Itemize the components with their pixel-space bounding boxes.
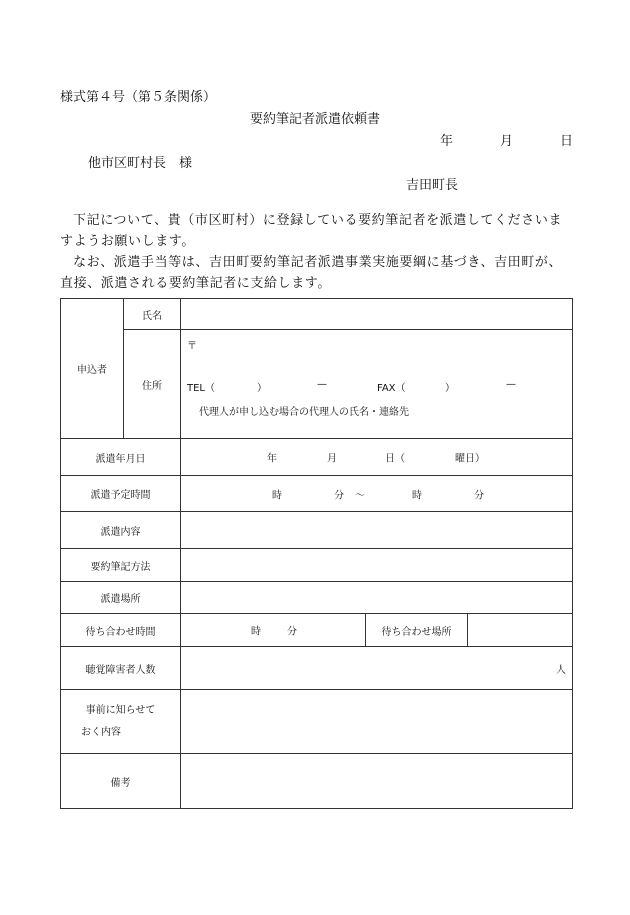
table-row — [61, 690, 573, 754]
sender: 吉田町長 — [406, 178, 459, 193]
dispatch-time-label: 派遣予定時間 — [61, 476, 181, 512]
notice-label-line-1: 事前に知らせて — [85, 704, 156, 716]
hearing-count-label: 聴覚障害者人数 — [61, 647, 181, 690]
tel-close: ） — [257, 382, 267, 394]
dispatch-day: 日（ — [385, 453, 405, 465]
hearing-unit: 人 — [556, 664, 567, 676]
notice-label — [61, 690, 181, 754]
notice-label-line-2: おく内容 — [81, 726, 121, 738]
address-label: 住所 — [124, 330, 181, 439]
content-label: 派遣内容 — [61, 512, 181, 549]
table-row — [61, 439, 573, 476]
remarks-label: 備考 — [61, 754, 181, 809]
table-row — [61, 476, 573, 512]
table-row — [61, 582, 573, 614]
table-row — [61, 614, 573, 647]
end-hour: 時 — [412, 490, 422, 501]
method-field[interactable] — [181, 549, 573, 582]
meet-time-label: 待ち合わせ時間 — [61, 614, 181, 647]
meet-place-field[interactable] — [468, 614, 573, 647]
date-year-label: 年 — [440, 134, 454, 149]
table-row — [61, 754, 573, 809]
meet-place-label: 待ち合わせ場所 — [366, 614, 468, 647]
body-paragraph-2: なお、派遣手当等は、吉田町要約筆記者派遣事業実施要綱に基づき、吉田町が、直接、派遣される要約筆記者に支給します。 — [60, 255, 563, 291]
date-month-label: 月 — [500, 134, 514, 149]
end-minute: 分 — [474, 490, 484, 501]
time-tilde: 〜 — [355, 490, 365, 501]
remarks-field[interactable] — [181, 754, 573, 809]
meet-time-field[interactable] — [181, 614, 366, 647]
fax-close: ） — [445, 382, 455, 394]
proxy-note: 代理人が申し込む場合の代理人の氏名・連絡先 — [199, 406, 409, 418]
postal-mark: 〒 — [187, 340, 197, 352]
meet-minute: 分 — [287, 626, 297, 638]
table-row — [61, 647, 573, 690]
place-field[interactable] — [181, 582, 573, 614]
name-field[interactable] — [181, 299, 573, 330]
notice-field[interactable] — [181, 690, 573, 754]
start-hour: 時 — [272, 490, 282, 501]
body-paragraph-1: 下記について、貴（市区町村）に登録している要約筆記者を派遣してくださいますようお願いします。 — [60, 213, 563, 249]
request-body — [60, 210, 575, 294]
dispatch-date-field[interactable] — [181, 439, 573, 476]
table-row — [61, 330, 573, 439]
place-label: 派遣場所 — [61, 582, 181, 614]
request-form-table — [60, 298, 573, 809]
dispatch-year: 年 — [267, 453, 277, 465]
hearing-count-field[interactable] — [181, 647, 573, 690]
tel-label: TEL（ — [187, 382, 215, 394]
address-field[interactable] — [181, 330, 573, 439]
applicant-label: 申込者 — [61, 299, 124, 439]
tel-dash: — — [317, 378, 327, 390]
meet-hour: 時 — [251, 626, 261, 638]
date-day-label: 日 — [560, 134, 574, 149]
table-row — [61, 512, 573, 549]
form-number: 様式第４号（第５条関係） — [60, 90, 217, 105]
dispatch-date-label: 派遣年月日 — [61, 439, 181, 476]
fax-dash: — — [506, 378, 516, 390]
content-field[interactable] — [181, 512, 573, 549]
dispatch-time-field[interactable] — [181, 476, 573, 512]
name-label: 氏名 — [124, 299, 181, 330]
dispatch-month: 月 — [327, 453, 337, 465]
method-label: 要約筆記方法 — [61, 549, 181, 582]
document-title: 要約筆記者派遣依頼書 — [249, 112, 380, 127]
fax-label: FAX（ — [377, 382, 406, 394]
dispatch-weekday: 曜日） — [455, 453, 485, 465]
start-minute: 分 — [334, 490, 344, 501]
table-row — [61, 299, 573, 330]
table-row — [61, 549, 573, 582]
addressee: 他市区町村長 様 — [88, 156, 193, 171]
